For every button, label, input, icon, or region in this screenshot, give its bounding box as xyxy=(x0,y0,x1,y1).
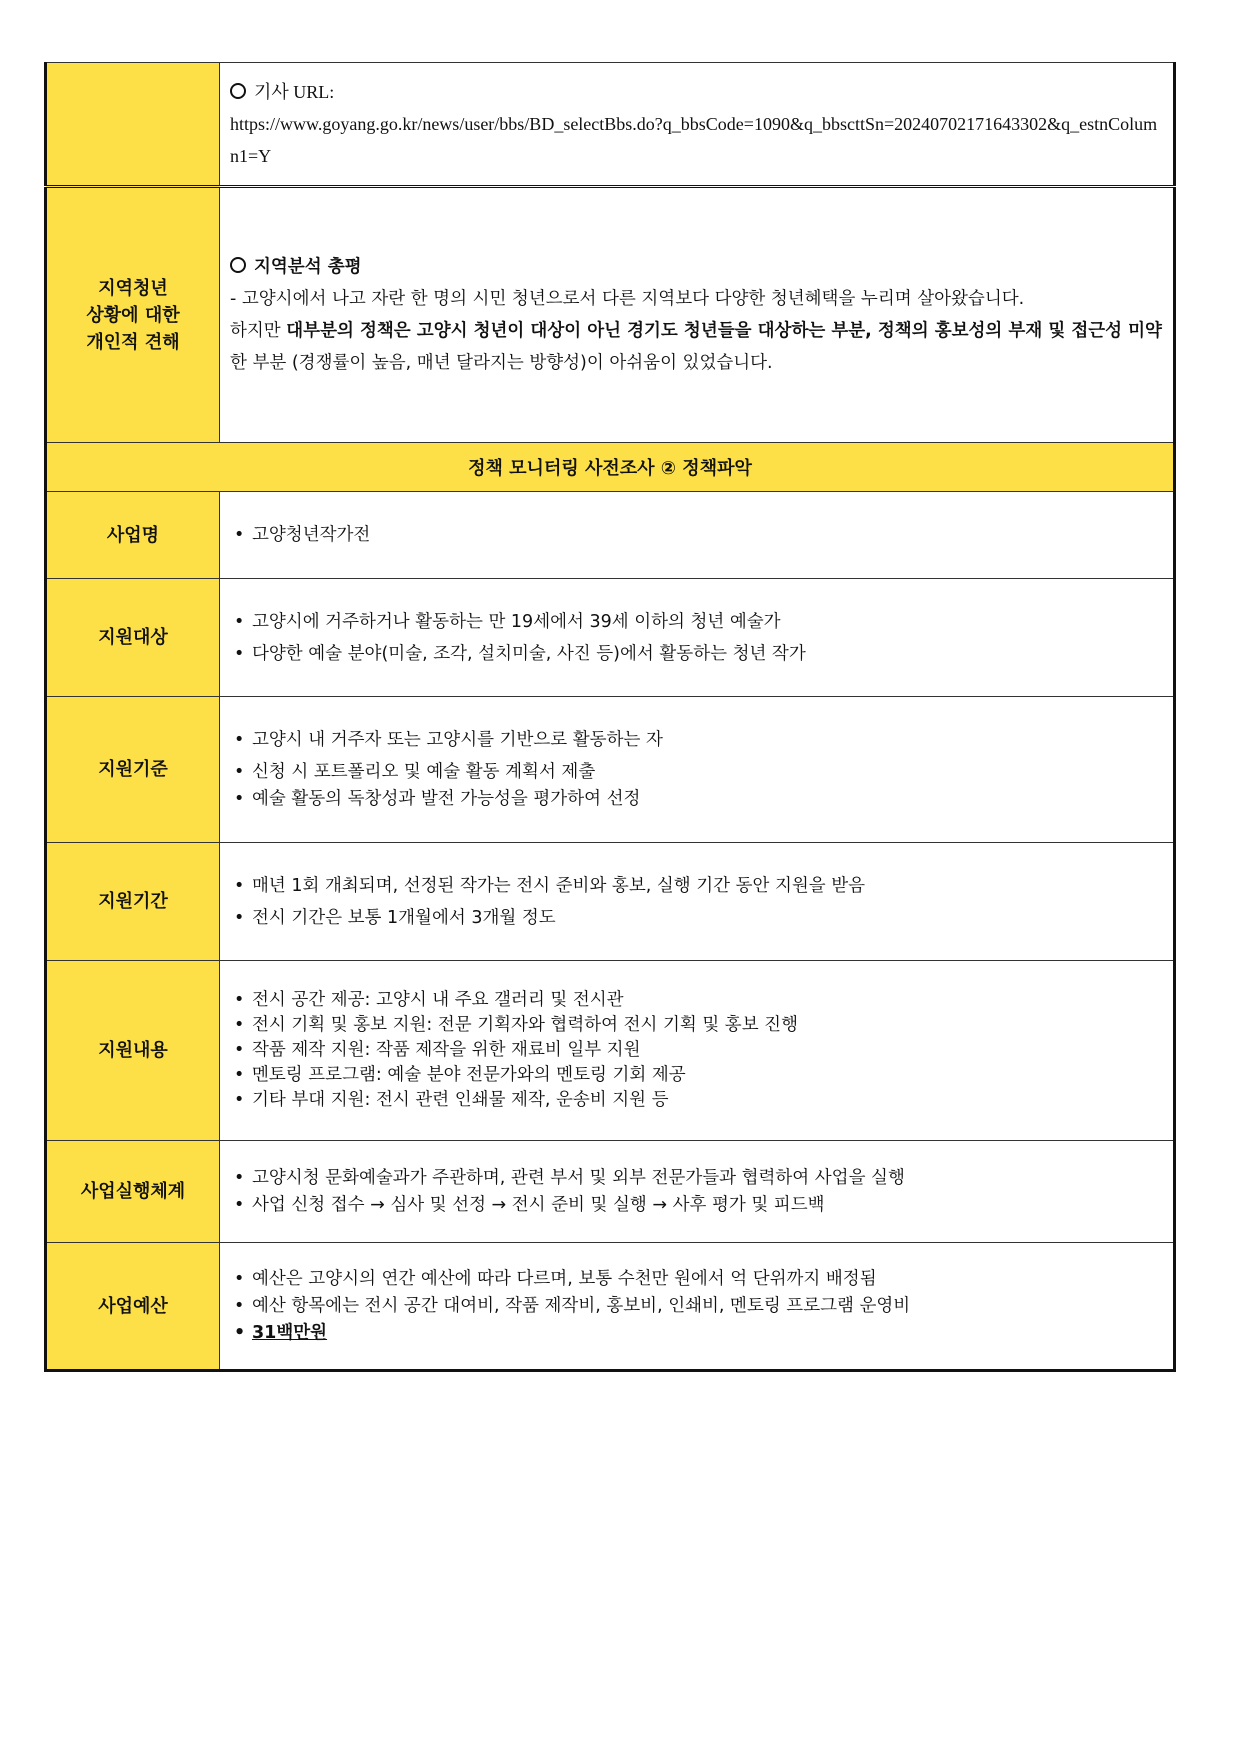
row-label: 지원대상 xyxy=(46,579,220,697)
row-label: 사업예산 xyxy=(46,1243,220,1371)
table-row xyxy=(46,843,1175,961)
circle-bullet-icon xyxy=(230,257,246,273)
table-row xyxy=(46,1243,1175,1371)
row-content xyxy=(220,1141,1175,1243)
opinion-line-2-plain: 하지만 xyxy=(230,321,287,341)
list-item: • 고양시 내 거주자 또는 고양시를 기반으로 활동하는 자 xyxy=(230,727,1163,754)
row-content xyxy=(220,1243,1175,1371)
list-item: • 예산 항목에는 전시 공간 대여비, 작품 제작비, 홍보비, 인쇄비, 멘토링 프로그램 운영비 xyxy=(230,1293,1163,1320)
list-item: • 사업 신청 접수 → 심사 및 선정 → 전시 준비 및 실행 → 사후 평가 및 피드백 xyxy=(230,1192,1163,1219)
opinion-row xyxy=(46,187,1175,443)
row-content xyxy=(220,961,1175,1141)
row-label: 지원기간 xyxy=(46,843,220,961)
article-prefix: 기사 URL: xyxy=(254,82,335,102)
list-item: • 고양시에 거주하거나 활동하는 만 19세에서 39세 이하의 청년 예술가 xyxy=(230,606,1163,638)
list-item: • 전시 기간은 보통 1개월에서 3개월 정도 xyxy=(230,902,1163,934)
opinion-label-line: 상황에 대한 xyxy=(86,304,180,326)
section-title: 정책 모니터링 사전조사 ② 정책파악 xyxy=(46,443,1175,492)
row-label: 사업실행체계 xyxy=(46,1141,220,1243)
budget-highlight: • 31백만원 xyxy=(230,1320,1163,1347)
opinion-label xyxy=(46,187,220,443)
opinion-heading: 지역분석 총평 xyxy=(254,257,362,277)
opinion-line-2 xyxy=(230,315,1163,379)
row-content xyxy=(220,492,1175,579)
list-item: • 고양시청 문화예술과가 주관하며, 관련 부서 및 외부 전문가들과 협력하여 사업을 실행 xyxy=(230,1165,1163,1192)
opinion-line-2-bold: 대부분의 정책은 고양시 청년이 대상이 아닌 경기도 청년들을 대상하는 부분, 정책의 홍보성의 부재 및 접근성 미약 xyxy=(286,321,1162,341)
document-page xyxy=(44,62,1173,1372)
list-item: • 고양청년작가전 xyxy=(230,522,1163,549)
table-row xyxy=(46,492,1175,579)
opinion-label-line: 개인적 견해 xyxy=(86,331,180,353)
circle-bullet-icon xyxy=(230,83,246,99)
list-item: • 전시 기획 및 홍보 지원: 전문 기획자와 협력하여 전시 기획 및 홍보 진행 xyxy=(230,1013,1163,1038)
list-item: • 다양한 예술 분야(미술, 조각, 설치미술, 사진 등)에서 활동하는 청년 작가 xyxy=(230,638,1163,670)
row-label: 사업명 xyxy=(46,492,220,579)
list-item: • 신청 시 포트폴리오 및 예술 활동 계획서 제출 xyxy=(230,759,1163,786)
row-content xyxy=(220,843,1175,961)
row-content xyxy=(220,697,1175,843)
opinion-label-line: 지역청년 xyxy=(98,277,168,299)
row-label: 지원내용 xyxy=(46,961,220,1141)
table-row xyxy=(46,1141,1175,1243)
list-item: • 전시 공간 제공: 고양시 내 주요 갤러리 및 전시관 xyxy=(230,988,1163,1013)
table-row xyxy=(46,961,1175,1141)
article-cell xyxy=(220,63,1175,187)
list-item: • 기타 부대 지원: 전시 관련 인쇄물 제작, 운송비 지원 등 xyxy=(230,1088,1163,1113)
opinion-cell xyxy=(220,187,1175,443)
opinion-line-2-rest: 한 부분 (경쟁률이 높음, 매년 달라지는 방향성)이 아쉬움이 있었습니다. xyxy=(230,353,773,373)
list-item: • 작품 제작 지원: 작품 제작을 위한 재료비 일부 지원 xyxy=(230,1038,1163,1063)
article-label-cell xyxy=(46,63,220,187)
list-item: • 멘토링 프로그램: 예술 분야 전문가와의 멘토링 기회 제공 xyxy=(230,1063,1163,1088)
opinion-line-1: - 고양시에서 나고 자란 한 명의 시민 청년으로서 다른 지역보다 다양한 청년혜택을 누리며 살아왔습니다. xyxy=(230,289,1025,309)
row-content xyxy=(220,579,1175,697)
table-row xyxy=(46,697,1175,843)
list-item: • 예술 활동의 독창성과 발전 가능성을 평가하여 선정 xyxy=(230,786,1163,813)
policy-table xyxy=(44,62,1176,1372)
row-label: 지원기준 xyxy=(46,697,220,843)
article-row xyxy=(46,63,1175,187)
section-header-row xyxy=(46,443,1175,492)
table-row xyxy=(46,579,1175,697)
list-item: • 예산은 고양시의 연간 예산에 따라 다르며, 보통 수천만 원에서 억 단위까지 배정됨 xyxy=(230,1266,1163,1293)
list-item: • 매년 1회 개최되며, 선정된 작가는 전시 준비와 홍보, 실행 기간 동안 지원을 받음 xyxy=(230,870,1163,902)
article-url: https://www.goyang.go.kr/news/user/bbs/BD_selectBbs.do?q_bbsCode=1090&q_bbscttSn=20240702171643302&q_estnColumn1=Y xyxy=(230,114,1158,166)
